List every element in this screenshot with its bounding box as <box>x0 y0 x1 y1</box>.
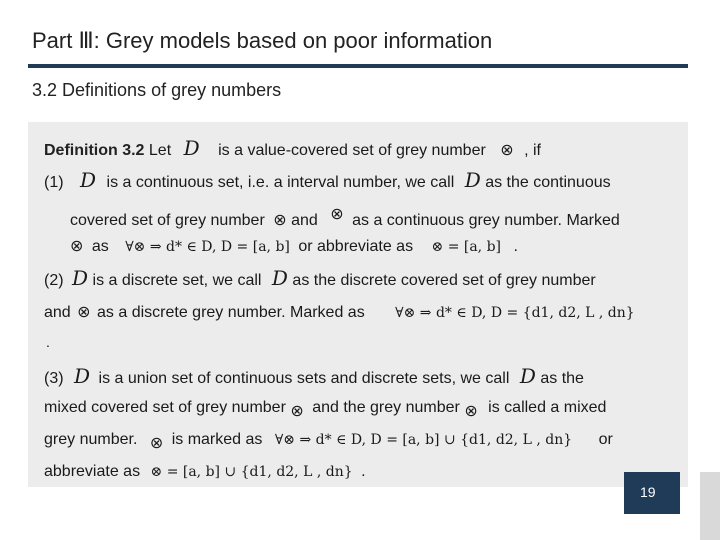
item-2-number: (2) <box>44 272 64 289</box>
slide-title: Part Ⅲ: Grey models based on poor information <box>32 28 493 53</box>
item-1-and: and <box>291 212 318 229</box>
item-3-text-g: is marked as <box>171 431 263 448</box>
item-1-period: . <box>513 238 518 255</box>
mixed-abbr-formula: ⊗ = [a, b] ∪ {d1, d2, L , dn} <box>150 464 353 480</box>
continuous-formula: ∀⊗ ⇒ d* ∈ D, D = [a, b] <box>125 239 290 255</box>
item-3-line-3 <box>44 430 613 453</box>
item-1-text-c: covered set of grey number <box>70 212 265 229</box>
symbol-D: D <box>519 364 536 388</box>
otimes-symbol: ⊗ <box>330 204 344 223</box>
item-3-line-4 <box>44 462 366 482</box>
item-2-and: and <box>44 304 71 321</box>
item-1-text-d: as a continuous grey number. Marked <box>352 212 620 229</box>
item-1-text-b: as the continuous <box>485 174 611 191</box>
item-2-text-c: as a discrete grey number. Marked as <box>97 304 365 321</box>
symbol-D: D <box>271 266 288 290</box>
item-3-text-e: is called a mixed <box>488 399 607 416</box>
item-1-line-2 <box>70 204 620 231</box>
page-number: 19 <box>640 484 656 500</box>
corner-bar <box>700 472 720 540</box>
discrete-formula: ∀⊗ ⇒ d* ∈ D, D = {d1, d2, L , dn} <box>395 305 635 321</box>
item-1-line-1 <box>44 170 611 193</box>
item-2-text-b: as the discrete covered set of grey number <box>292 272 596 289</box>
section-title: 3.2 Definitions of grey numbers <box>32 80 282 100</box>
item-3-period: . <box>361 463 366 480</box>
item-3-text-f: grey number. <box>44 431 138 448</box>
item-3-or: or <box>598 431 613 448</box>
otimes-symbol: ⊗ <box>290 401 304 420</box>
item-3-text-d: and the grey number <box>312 399 460 416</box>
continuous-abbr-formula: ⊗ = [a, b] <box>431 239 502 255</box>
item-1-number: (1) <box>44 174 64 191</box>
item-3-line-2 <box>44 398 606 421</box>
otimes-symbol: ⊗ <box>77 302 91 321</box>
otimes-symbol: ⊗ <box>70 236 84 255</box>
if-text: , if <box>524 142 541 159</box>
item-1-as: as <box>91 238 109 255</box>
otimes-symbol: ⊗ <box>273 210 287 229</box>
item-1-or: or abbreviate as <box>298 238 414 255</box>
item-2-period: . <box>46 334 50 350</box>
item-1-text-a: is a continuous set, i.e. a interval number, we call <box>106 174 455 191</box>
let-text: Let <box>148 142 172 159</box>
item-1-line-3 <box>70 236 518 257</box>
item-3-text-b: as the <box>540 370 584 387</box>
otimes-symbol: ⊗ <box>464 401 478 420</box>
title-rule <box>28 64 688 68</box>
symbol-D: D <box>74 364 91 388</box>
otimes-symbol: ⊗ <box>500 140 514 159</box>
value-covered-text: is a value-covered set of grey number <box>218 142 486 159</box>
item-3-text-c: mixed covered set of grey number <box>44 399 286 416</box>
item-2-text-a: is a discrete set, we call <box>92 272 262 289</box>
symbol-D: D <box>464 168 481 192</box>
item-3-line-1 <box>44 366 584 389</box>
symbol-D: D <box>72 266 89 290</box>
item-2-line-2 <box>44 302 635 323</box>
otimes-symbol: ⊗ <box>149 433 164 452</box>
definition-line-1 <box>44 138 541 161</box>
item-3-number: (3) <box>44 370 64 387</box>
definition-label: Definition 3.2 <box>44 142 145 159</box>
item-3-text-a: is a union set of continuous sets and discrete sets, we call <box>98 370 510 387</box>
mixed-formula: ∀⊗ ⇒ d* ∈ D, D = [a, b] ∪ {d1, d2, L , dn} <box>274 432 573 448</box>
item-2-line-1 <box>44 268 596 291</box>
symbol-D: D <box>183 136 200 160</box>
symbol-D: D <box>80 168 97 192</box>
item-3-text-h: abbreviate as <box>44 463 141 480</box>
